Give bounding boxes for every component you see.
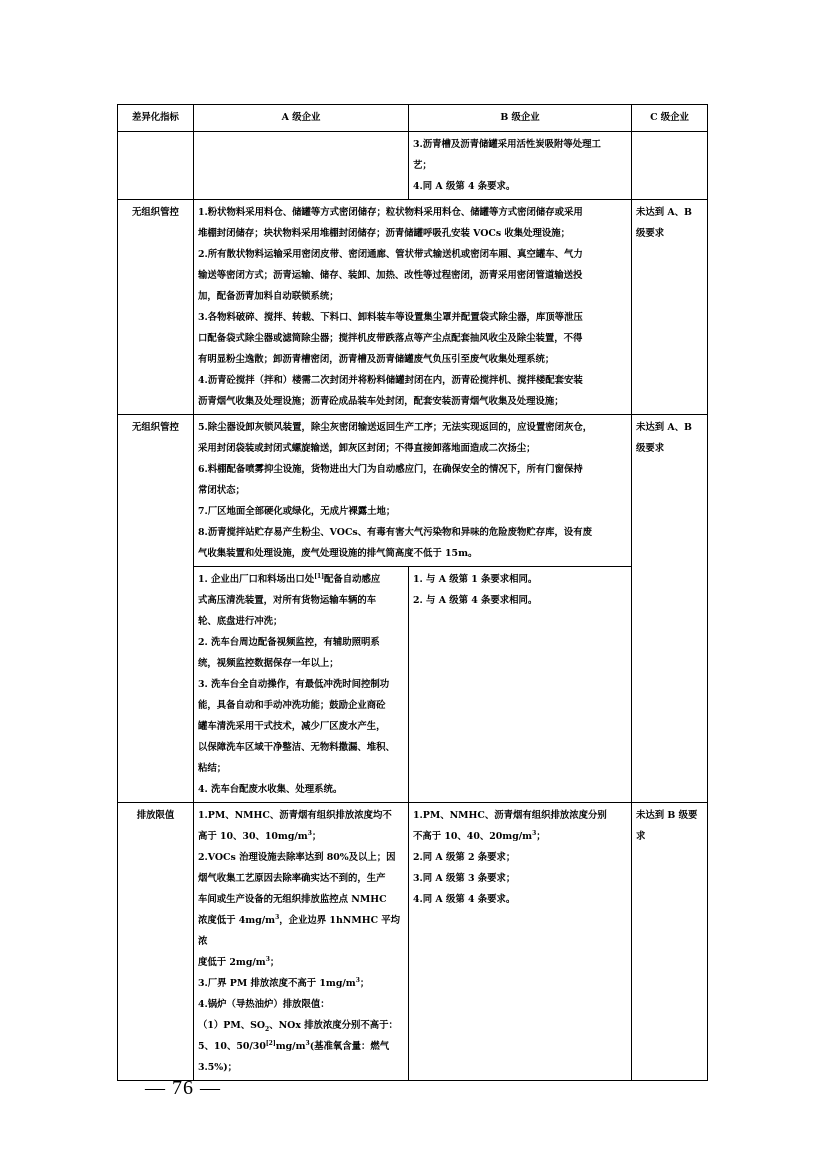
- b-requirements: [409, 132, 632, 200]
- a-line-text: 浓度低于 4mg/m: [198, 915, 276, 926]
- req-line: 有明显粉尘逸散；卸沥青槽密闭，沥青槽及沥青储罐废气负压引至废气收集处理系统；: [198, 354, 555, 365]
- table-row: [118, 803, 708, 1081]
- a-line-text: 度低于 2mg/m: [198, 957, 266, 968]
- table-row: [118, 200, 708, 415]
- a-requirements: [194, 803, 409, 1081]
- a-requirements: [194, 567, 409, 803]
- indicator-cell-empty: [118, 132, 194, 200]
- req-line: 口配备袋式除尘器或滤筒除尘器；搅拌机皮带跌落点等产尘点配套抽风收尘及除尘装置，不得: [198, 333, 583, 344]
- a-line: 以保障洗车区域干净整洁、无物料撒漏、堆积、: [198, 742, 395, 753]
- table-row: [118, 132, 708, 200]
- a-line: 粘结；: [198, 763, 227, 774]
- req-line: 8.沥青搅拌站贮存易产生粉尘、VOCs、有毒有害大气污染物和异味的危险废物贮存库，设有废: [198, 527, 593, 538]
- b-line: 1.PM、NMHC、沥青烟有组织排放浓度分别: [413, 810, 607, 821]
- indicator-unorganized-control: 无组织管控: [118, 415, 194, 803]
- b-requirements: [409, 567, 632, 803]
- a-line-text: 、NOx 排放浓度分别不高于：: [269, 1020, 398, 1031]
- a-line: 轮、底盘进行冲洗；: [198, 616, 283, 627]
- header-row: [118, 105, 708, 132]
- req-line: 3.各物料破碎、搅拌、转载、下料口、卸料装车等设置集尘罩并配置袋式除尘器，库顶等泄压: [198, 312, 583, 323]
- b-requirements: [409, 803, 632, 1081]
- a-cell-empty: [194, 132, 409, 200]
- a-line-text: ；: [311, 831, 322, 842]
- ab-requirements: [194, 415, 632, 567]
- a-line: 1.PM、NMHC、沥青烟有组织排放浓度均不: [198, 810, 392, 821]
- superscript: 3: [265, 955, 270, 963]
- page-number: — 76 —: [145, 1077, 221, 1099]
- a-line: 统，视频监控数据保存一年以上；: [198, 658, 339, 669]
- b-line-text: ；: [536, 831, 546, 842]
- indicator-emission-limits: 排放限值: [118, 803, 194, 1081]
- a-line-text: ；: [269, 957, 280, 968]
- a-line: 4.锅炉（导热油炉）排放限值：: [198, 999, 330, 1010]
- a-line: [198, 569, 404, 590]
- table-row: [118, 567, 708, 803]
- a-line: 2.VOCs 治理设施去除率达到 80%及以上；因: [198, 852, 396, 863]
- req-line: 2.所有散状物料运输采用密闭皮带、密闭通廊、管状带式输送机或密闭车厢、真空罐车、气力: [198, 249, 583, 260]
- req-line: 常闭状态；: [198, 485, 245, 496]
- b-line: 1. 与 A 级第 1 条要求相同。: [413, 574, 538, 585]
- req-line: 7.厂区地面全部硬化或绿化，无成片裸露土地；: [198, 506, 396, 517]
- a-line: 能，具备自动和手动冲洗功能；鼓励企业商砼: [198, 700, 386, 711]
- req-line: 1.粉状物料采用料仓、储罐等方式密闭储存；粒状物料采用料仓、储罐等方式密闭储存或采用: [198, 207, 583, 218]
- superscript: 3: [275, 913, 280, 921]
- req-line: 加，配备沥青加料自动联锁系统；: [198, 291, 339, 302]
- a-line: 车间或生产设备的无组织排放监控点 NMHC: [198, 894, 387, 905]
- a-line: [198, 910, 404, 952]
- a-line: 烟气收集工艺原因去除率确实达不到的，生产: [198, 873, 386, 884]
- header-a-level: A 级企业: [194, 105, 409, 132]
- ab-requirements: [194, 200, 632, 415]
- a-line: 式高压清洗装置，对所有货物运输车辆的车: [198, 595, 377, 606]
- req-line: 5.除尘器设卸灰锁风装置，除尘灰密闭输送返回生产工序；无法实现返回的，应设置密闭灰仓，: [198, 422, 593, 433]
- a-line: [198, 952, 404, 973]
- c-requirement: 未达到 B 级要求: [632, 803, 708, 1081]
- footnote-ref: [2]: [265, 1039, 276, 1047]
- subscript: 2: [265, 1025, 270, 1033]
- superscript: 3: [355, 976, 360, 984]
- a-line-text: 高于 10、30、10mg/m: [198, 831, 308, 842]
- a-line: 3. 洗车台全自动操作，有最低冲洗时间控制功: [198, 679, 390, 690]
- a-line: 罐车清洗采用干式技术，减少厂区废水产生，: [198, 721, 386, 732]
- a-line-text: ，企业边界 1hNMHC 平均浓: [198, 915, 401, 947]
- c-requirement: 未达到 A、B 级要求: [632, 415, 708, 803]
- b-line: [413, 826, 627, 847]
- req-line: 采用封闭袋装或封闭式螺旋输送，卸灰区封闭；不得直接卸落地面造成二次扬尘；: [198, 443, 536, 454]
- superscript: 3: [532, 829, 537, 837]
- req-line: 沥青烟气收集及处理设施；沥青砼成品装车处封闭，配套安装沥青烟气收集及处理设施；: [198, 396, 564, 407]
- b-line-text: 不高于 10、40、20mg/m: [413, 831, 533, 842]
- b-line: 2. 与 A 级第 4 条要求相同。: [413, 595, 538, 606]
- a-line-text: ；: [359, 978, 370, 989]
- a-line: [198, 1036, 404, 1078]
- a-line: [198, 1015, 404, 1036]
- header-b-level: B 级企业: [409, 105, 632, 132]
- req-line: 6.料棚配备喷雾抑尘设施，货物进出大门为自动感应门，在确保安全的情况下，所有门窗保持: [198, 464, 583, 475]
- b-line: 2.同 A 级第 2 条要求；: [413, 852, 516, 863]
- a-line-text: （1）PM、SO: [198, 1020, 266, 1031]
- a-line-text: (基准氧含量：燃气 3.5%)；: [198, 1041, 390, 1073]
- requirements-table: [117, 104, 708, 1081]
- table-row: [118, 415, 708, 567]
- a-line-text: mg/m: [275, 1041, 306, 1052]
- b-line: 3.沥青槽及沥青储罐采用活性炭吸附等处理工: [413, 139, 601, 150]
- indicator-unorganized-control: 无组织管控: [118, 200, 194, 415]
- a-line: 2. 洗车台周边配备视频监控，有辅助照明系: [198, 637, 380, 648]
- b-line: 4.同 A 级第 4 条要求。: [413, 181, 516, 192]
- b-line: 艺；: [413, 160, 432, 171]
- c-cell-empty: [632, 132, 708, 200]
- footnote-ref: [1]: [314, 572, 325, 580]
- req-line: 堆棚封闭储存；块状物料采用堆棚封闭储存；沥青储罐呼吸孔安装 VOCs 收集处理设施；: [198, 228, 571, 239]
- a-line-text: 配备自动感应: [324, 574, 381, 585]
- a-line: [198, 826, 404, 847]
- req-line: 4.沥青砼搅拌（拌和）楼需二次封闭并将粉料储罐封闭在内，沥青砼搅拌机、搅拌楼配套安装: [198, 375, 583, 386]
- a-line-text: 3.厂界 PM 排放浓度不高于 1mg/m: [198, 978, 356, 989]
- header-indicator: 差异化指标: [118, 105, 194, 132]
- c-requirement: 未达到 A、B 级要求: [632, 200, 708, 415]
- a-line: 4. 洗车台配废水收集、处理系统。: [198, 784, 343, 795]
- a-line-text: 1. 企业出厂口和料场出口处: [198, 574, 315, 585]
- req-line: 输送等密闭方式；沥青运输、储存、装卸、加热、改性等过程密闭，沥青采用密闭管道输送投: [198, 270, 583, 281]
- b-line: 4.同 A 级第 4 条要求。: [413, 894, 516, 905]
- superscript: 3: [305, 1039, 310, 1047]
- req-line: 气收集装置和处理设施，废气处理设施的排气筒高度不低于 15m。: [198, 548, 478, 559]
- header-c-level: C 级企业: [632, 105, 708, 132]
- superscript: 3: [307, 829, 312, 837]
- a-line-text: 5、10、50/30: [198, 1041, 266, 1052]
- b-line: 3.同 A 级第 3 条要求；: [413, 873, 516, 884]
- a-line: [198, 973, 404, 994]
